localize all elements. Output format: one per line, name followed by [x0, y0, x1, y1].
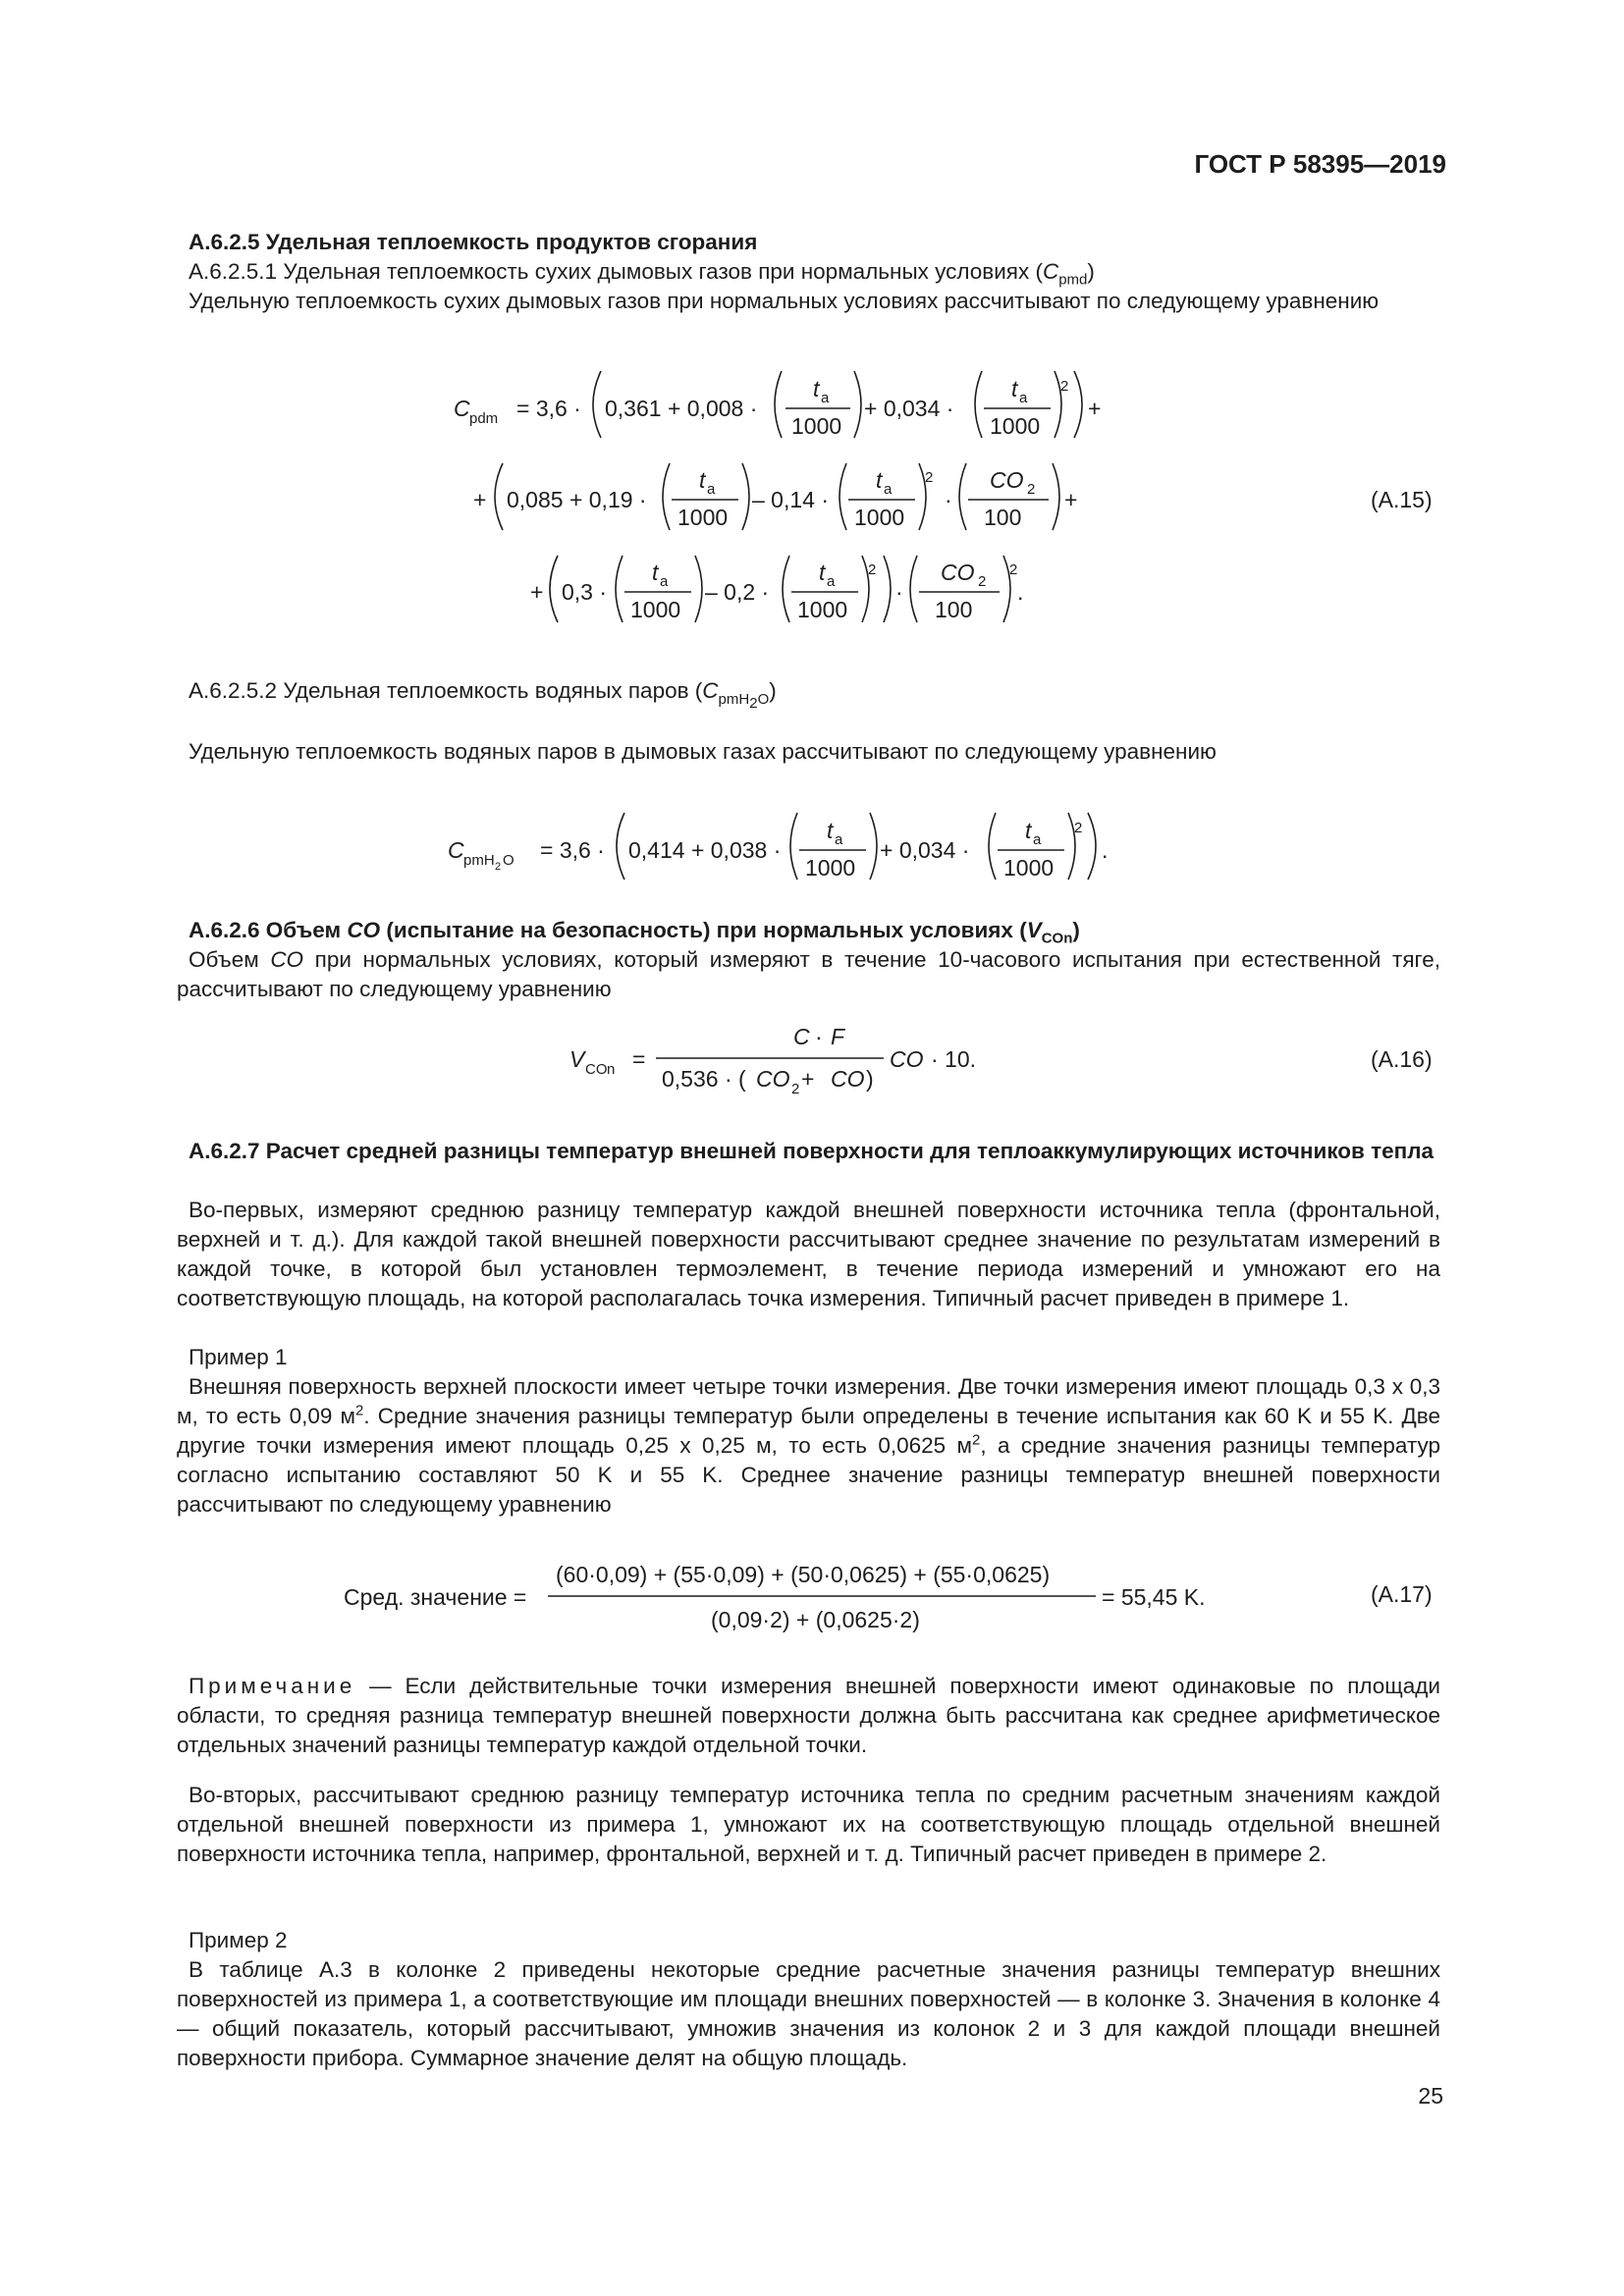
a15-f6-close: [695, 556, 702, 622]
section-a6252-paragraph: Удельную теплоемкость водяных паров в дымовых газах рассчитывают по следующему уравнению: [189, 739, 1217, 764]
a6252-text: А.6.2.5.2 Удельная теплоемкость водяных паров (: [189, 678, 703, 703]
wv-f2-den: 1000: [1003, 855, 1055, 881]
wv-part3: .: [1102, 837, 1109, 863]
wv-f1-open: [790, 813, 797, 880]
example2-text: В таблице А.3 в колонке 2 приведены некоторые средние расчетные значения разницы температур внешних поверхностей из примера 1, а соответствующие им площади внешних поверхностей — в колонке 3. Значения в колонке 4 — общий показатель, который рассчитывают, умножив значения из колонок 2 и 3 для каждой площади внешней поверхности прибора. Суммарное значение делят на общую площадь.: [177, 1957, 1440, 2070]
a17-rhs: = 55,45 K.: [1102, 1584, 1206, 1610]
a15-f4-t: t: [876, 467, 883, 493]
a15-f1-close: [854, 371, 861, 438]
a15-f3-den: 1000: [677, 505, 729, 530]
a15-f8-sq: 2: [1009, 561, 1018, 578]
a15-f1-open: [775, 371, 782, 438]
a16-lhs-sub2: n: [607, 1061, 616, 1078]
a15-f7-open: [783, 556, 789, 622]
a16-eq: =: [632, 1046, 646, 1072]
a15-f7-den: 1000: [797, 597, 848, 622]
a626-p-b: при нормальных условиях, который измеряют в течение 10-часового испытания при естественной тяге, рассчитывают по следующему уравнению: [177, 947, 1441, 1001]
a15-l3-close: [884, 556, 891, 622]
a15-l2-2: – 0,14 ·: [752, 487, 829, 512]
a16-number: (А.16): [1371, 1046, 1433, 1072]
a17-number: (А.17): [1371, 1581, 1433, 1607]
a15-f7-sq: 2: [868, 561, 877, 578]
a15-l1-open: [593, 371, 601, 438]
a15-f2-open: [975, 371, 982, 438]
section-a626-paragraph: [177, 945, 1440, 1004]
wv-lhs-sub3: O: [503, 852, 514, 869]
section-a627-title: А.6.2.7 Расчет средней разницы температур внешней поверхности для теплоаккумулирующих источников тепла: [189, 1139, 1435, 1163]
a16-den-co2sub: 2: [791, 1081, 800, 1097]
a15-l2-1: 0,085 + 0,19 ·: [507, 487, 647, 512]
equation-water-vapour: [0, 795, 1624, 893]
ex1-c: , а средние значения разницы температур согласно испытанию составляют 50 K и 55 K. Среднее значение разницы температур внешней поверхности рассчитывают по следующему уравнению: [177, 1433, 1441, 1517]
a15-f6-open: [616, 556, 623, 622]
a15-f5-co2: CO: [990, 467, 1024, 493]
a15-lhs: C: [454, 396, 470, 421]
section-a625-title: А.6.2.5 Удельная теплоемкость продуктов сгорания: [189, 230, 758, 254]
a15-f7-t: t: [819, 560, 826, 585]
a16-lhs-sub: CO: [585, 1061, 608, 1078]
a6251-sub: pmd: [1058, 271, 1088, 289]
a15-l1-3: +: [1088, 396, 1102, 421]
note-text: — Если действительные точки измерения внешней поверхности имеют одинаковые по площади области, то средняя разница температур внешней поверхности должна быть рассчитана как среднее арифметическое отдельных значений разницы температур каждой отдельной точки.: [177, 1674, 1440, 1757]
a16-lhs: V: [569, 1046, 585, 1072]
wv-f2-sq: 2: [1074, 820, 1083, 836]
wv-f1-tsub: a: [835, 831, 843, 848]
a15-f3-close: [742, 463, 749, 530]
wv-f2-t: t: [1025, 818, 1032, 843]
a15-f3-tsub: a: [707, 481, 716, 498]
a15-f3-t: t: [699, 467, 706, 493]
a15-l2-open: [495, 463, 503, 530]
paragraph-second: Во-вторых, рассчитывают среднюю разницу температур источника тепла по средним расчетным значениям каждой отдельной внешней поверхности из примера 1, умножают их на соответствующую площадь отдельной внешней поверхности источника тепла, например, фронтальной, верхней и т. д. Типичный расчет приведен в примере 2.: [177, 1783, 1440, 1866]
a15-f6-den: 1000: [630, 597, 681, 622]
a15-f2-sq: 2: [1060, 378, 1069, 395]
a15-f6-tsub: a: [660, 573, 669, 590]
example1-text: [177, 1372, 1440, 1520]
a626-title-a: А.6.2.6 Объем: [189, 918, 348, 942]
note: [177, 1672, 1440, 1760]
a15-f8-den: 100: [935, 597, 973, 622]
wv-part1: 0,414 + 0,038 ·: [628, 837, 782, 863]
section-a6251-paragraph: Удельную теплоемкость сухих дымовых газов при нормальных условиях рассчитывают по следующему уравнению: [189, 289, 1380, 313]
a15-f4-open: [839, 463, 846, 530]
page-number: 25: [1418, 2083, 1443, 2109]
example2-label: Пример 2: [189, 1928, 288, 1952]
a15-f5-den: 100: [984, 505, 1022, 530]
wv-part0: = 3,6 ·: [540, 837, 605, 863]
a15-f4-den: 1000: [854, 505, 905, 530]
wv-open: [617, 813, 624, 880]
ex1-sup2: 2: [972, 1431, 981, 1449]
a15-f8-co2sub: 2: [978, 573, 987, 590]
a15-l1-close: [1074, 371, 1082, 438]
a15-f4-tsub: a: [884, 481, 893, 498]
a6251-text: А.6.2.5.1 Удельная теплоемкость сухих дымовых газов при нормальных условиях (: [189, 259, 1043, 284]
a17-denominator: (0,09·2) + (0,0625·2): [711, 1607, 920, 1632]
a626-title-vsub: COn: [1041, 930, 1073, 947]
a15-f2-tsub: a: [1019, 390, 1028, 406]
section-a6251-title: А.6.2.5.1 Удельная теплоемкость сухих дымовых газов при нормальных условиях $(C_{pmd})$: [189, 259, 1095, 289]
a15-f3-open: [663, 463, 670, 530]
a15-f5-co2sub: 2: [1027, 481, 1036, 498]
wv-lhs-sub2: 2: [495, 861, 502, 873]
a15-number: (А.15): [1371, 487, 1433, 512]
a16-den-c: ): [866, 1066, 874, 1092]
section-a627-paragraph: Во-первых, измеряют среднюю разницу температур каждой внешней поверхности источника тепла (фронтальной, верхней и т. д.). Для каждой такой внешней поверхности рассчитывают среднее значение по результатам измерений в каждой точке, в которой был установлен термоэлемент, в течение периода измерений и умножают его на соответствующую площадь, на которой располагалась точка измерения. Типичный расчет приведен в примере 1.: [177, 1198, 1440, 1310]
wv-lhs: C: [448, 837, 464, 863]
section-a626-title: А.6.2.6 Объем CO (испытание на безопасность) при нормальных условиях $(V_{COn})$: [189, 918, 1080, 947]
a16-rhs-co: CO: [890, 1046, 924, 1072]
equation-a17: [0, 1555, 1624, 1643]
a6252-sub3: O: [757, 690, 770, 708]
a15-f1-den: 1000: [791, 413, 842, 439]
example1-label: Пример 1: [189, 1345, 288, 1369]
a15-f2-den: 1000: [990, 413, 1041, 439]
a626-p-a: Объем: [189, 947, 271, 972]
ex1-sup1: 2: [355, 1402, 364, 1419]
a626-title-sym: CO: [347, 918, 381, 942]
a15-f8-co2: CO: [941, 560, 975, 585]
a15-l3-0: +: [530, 579, 544, 605]
a16-num-c: C: [793, 1024, 810, 1049]
a6251-sym: C: [1042, 259, 1059, 284]
a15-f2-t: t: [1011, 376, 1018, 401]
wv-part2: + 0,034 ·: [880, 837, 970, 863]
a15-l3-2: – 0,2 ·: [705, 579, 770, 605]
section-a6252-title: А.6.2.5.2 Удельная теплоемкость водяных паров $(C_{pmH_2O})$: [189, 678, 777, 712]
a626-title-v: V: [1026, 918, 1042, 942]
a6252-sub2: 2: [749, 694, 758, 712]
a16-den-a: 0,536 · (: [662, 1066, 746, 1092]
a15-f7-tsub: a: [827, 573, 836, 590]
a6252-sub: pmH: [718, 690, 750, 708]
equation-a15: [0, 353, 1624, 648]
a15-f1-t: t: [813, 376, 820, 401]
a15-f5-open: [959, 463, 966, 530]
a17-lhs: Сред. значение =: [344, 1584, 527, 1610]
standard-header: ГОСТ Р 58395—2019: [1194, 149, 1446, 179]
a15-f4-sq: 2: [925, 469, 934, 486]
a15-l3-open: [550, 556, 558, 622]
wv-f2-tsub: a: [1033, 831, 1042, 848]
a15-f8-open: [910, 556, 917, 622]
a15-l2-0: +: [473, 487, 487, 512]
ex1-a: Внешняя поверхность верхней плоскости имеет четыре точки измерения. Две точки измерения имеют площадь 0,3 x 0,3 м, то есть 0,09 м: [177, 1374, 1440, 1428]
a15-l1-0: = 3,6 ·: [516, 396, 581, 421]
a15-l3-4: .: [1017, 579, 1024, 605]
a6252-sym: C: [702, 678, 719, 703]
a15-f1-tsub: a: [821, 390, 830, 406]
a16-rhs: · 10.: [931, 1046, 977, 1072]
a15-f6-t: t: [652, 560, 659, 585]
equation-a16: [0, 1011, 1624, 1109]
a17-numerator: (60·0,09) + (55·0,09) + (50·0,0625) + (55·0,0625): [556, 1562, 1051, 1587]
note-label: Примечание: [189, 1674, 356, 1698]
a15-l3-1: 0,3 ·: [562, 579, 608, 605]
a15-l2-4: +: [1064, 487, 1078, 512]
a15-f5-close: [1053, 463, 1059, 530]
wv-f2-open: [989, 813, 996, 880]
ex1-b: . Средние значения разницы температур были определены в течение испытания как 60 K и 55 K. Две другие точки измерения имеют площадь 0,25 x 0,25 м, то есть 0,0625 м: [177, 1404, 1441, 1458]
a16-den-b: +: [801, 1066, 815, 1092]
a16-den-co2: CO: [756, 1066, 790, 1092]
a16-den-co: CO: [831, 1066, 865, 1092]
wv-f1-t: t: [827, 818, 834, 843]
a626-title-b: (испытание на безопасность) при нормальных условиях (: [380, 918, 1027, 942]
wv-f1-close: [870, 813, 877, 880]
wv-f1-den: 1000: [805, 855, 856, 881]
a15-l1-2: + 0,034 ·: [864, 396, 954, 421]
a626-p-sym: CO: [270, 947, 304, 972]
a15-lhs-sub: pdm: [469, 410, 499, 427]
a15-l1-1: 0,361 + 0,008 ·: [605, 396, 758, 421]
wv-lhs-sub: pmH: [463, 852, 495, 869]
a15-l2-3: ·: [945, 487, 952, 512]
a16-num-dot: ·: [815, 1024, 823, 1049]
a16-num-f: F: [831, 1024, 845, 1049]
wv-close: [1088, 813, 1096, 880]
a15-l3-3: ·: [895, 579, 903, 605]
